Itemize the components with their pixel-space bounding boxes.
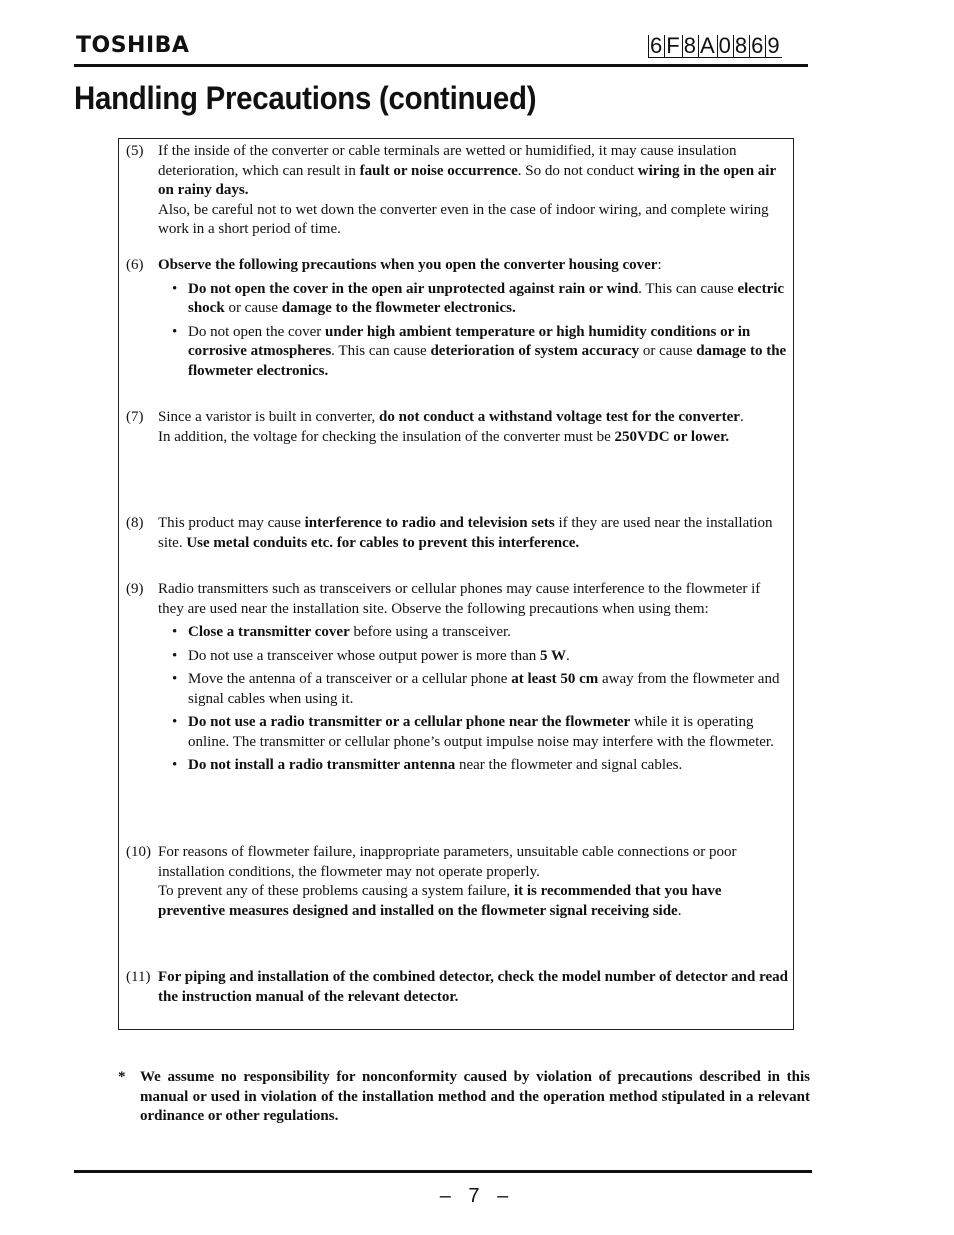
bullet-item (158, 756, 788, 776)
body-text: . (739, 409, 744, 425)
emphasis-text: 5 W (540, 647, 566, 664)
emphasis-text: damage to the flowmeter electronics. (281, 300, 516, 316)
emphasis-text: at least 50 cm (511, 671, 599, 687)
item-body (158, 580, 788, 776)
emphasis-text: under high ambient temperature or high humidity conditions or in corrosive atmospheres (188, 323, 751, 359)
disclaimer-note (118, 1068, 810, 1127)
item-body (158, 408, 788, 447)
item-paragraph (158, 514, 788, 553)
doc-number-char: A (699, 33, 716, 58)
bullet-item (158, 713, 788, 752)
body-text: Radio transmitters such as transceivers or cellular phones may cause interference to the flowmeter if they are used near the installation site. Observe the following precautions when using them: (158, 581, 761, 617)
body-text: Since a varistor is built in converter, (158, 409, 380, 425)
item-paragraph (158, 256, 788, 276)
emphasis-text: do not conduct a withstand voltage test for the converter (379, 409, 740, 425)
body-text: Move the antenna of a transceiver or a cellular phone (188, 671, 512, 687)
emphasis-text: Do not open the cover in the open air unprotected against rain or wind (188, 280, 639, 297)
item-body (158, 514, 788, 553)
emphasis-text: Close a transmitter cover (188, 624, 350, 640)
item-paragraph (158, 408, 788, 428)
body-text: In addition, the voltage for checking the insulation of the converter must be (158, 428, 615, 445)
body-text: while it is operating online. The transmitter or cellular phone’s output impulse noise may interfere with the flowmeter. (188, 714, 774, 750)
doc-number-char: 9 (767, 33, 781, 58)
body-text: away from the flowmeter and signal cables when using it. (188, 671, 780, 707)
item-number: (9) (126, 581, 144, 597)
body-text: : (657, 257, 662, 273)
bullet-icon: • (172, 671, 178, 687)
item-number: (6) (126, 257, 144, 273)
body-text: Do not use a transceiver whose output power is more than (188, 647, 540, 664)
bullet-icon: • (172, 714, 178, 730)
body-text: To prevent any of these problems causing a system failure, (158, 883, 514, 899)
emphasis-text: 250VDC or lower. (614, 428, 730, 445)
bullet-icon: • (172, 624, 178, 640)
doc-number-char: F (666, 33, 681, 58)
doc-number-char: 8 (734, 33, 749, 58)
item-paragraph (158, 428, 788, 448)
body-text: Also, be careful not to wet down the converter even in the case of indoor wiring, and complete wiring work in a short period of time. (158, 201, 769, 237)
body-text: This product may cause (158, 515, 305, 531)
bullet-icon: • (172, 280, 178, 297)
bullet-item (158, 280, 788, 319)
body-text: . So do not conduct (517, 162, 638, 179)
emphasis-text: wiring in the open air on rainy days. (158, 162, 776, 198)
item-body (158, 843, 788, 921)
page-number: – 7 – (439, 1185, 515, 1207)
item-paragraph (158, 968, 788, 1007)
body-text: or cause (224, 300, 282, 316)
bullet-item (158, 670, 788, 709)
body-text: before using a transceiver. (349, 624, 511, 640)
item-number: (5) (126, 143, 144, 159)
emphasis-text: damage to the flowmeter electronics. (188, 343, 787, 379)
bullet-icon: • (172, 757, 178, 773)
doc-number-char: 8 (683, 33, 697, 58)
body-text: Do not open the cover (188, 323, 326, 340)
bullet-icon: • (172, 647, 178, 664)
item-number: (7) (126, 409, 144, 425)
emphasis-text: Do not install a radio transmitter antenna (188, 757, 456, 773)
footer-rule (74, 1170, 812, 1173)
emphasis-text: Do not use a radio transmitter or a cellular phone near the flowmeter (188, 714, 631, 730)
page-title: Handling Precautions (continued) (74, 80, 537, 116)
bullet-item (158, 623, 788, 643)
bullet-item (158, 323, 788, 382)
body-text: if they are used near the installation site. (158, 515, 773, 551)
doc-number-char: 0 (718, 33, 732, 58)
item-number: (8) (126, 515, 144, 531)
doc-number-char: 6 (751, 33, 765, 58)
body-text: . (677, 902, 682, 919)
doc-number-char: 6 (650, 33, 664, 58)
bullet-item (158, 647, 788, 667)
body-text: near the flowmeter and signal cables. (455, 757, 683, 773)
document-number (648, 33, 810, 59)
emphasis-text: fault or noise occurrence (359, 162, 518, 179)
header-rule (74, 64, 808, 67)
item-paragraph (158, 142, 788, 201)
disclaimer-text: We assume no responsibility for nonconformity caused by violation of precautions described in this manual or used in violation of the installation method and the operation method stipulated in a relevant ordinance or other regulations. (140, 1069, 810, 1124)
body-text: . (565, 647, 570, 664)
item-paragraph (158, 882, 788, 921)
item-body (158, 968, 788, 1007)
emphasis-text: it is recommended that you have preventive measures designed and installed on the flowmeter signal receiving side (158, 883, 722, 919)
item-number: (11) (126, 969, 151, 985)
bullet-icon: • (172, 323, 178, 340)
item-paragraph (158, 201, 788, 240)
body-text: For reasons of flowmeter failure, inappropriate parameters, unsuitable cable connections or poor installation conditions, the flowmeter may not operate properly. (158, 844, 737, 880)
body-text: or cause (639, 343, 697, 359)
body-text: . This can cause (331, 343, 431, 359)
emphasis-text: deterioration of system accuracy (430, 343, 640, 359)
emphasis-text: Use metal conduits etc. for cables to prevent this interference. (186, 534, 580, 551)
emphasis-text: Observe the following precautions when you open the converter housing cover (158, 257, 658, 273)
item-body (158, 256, 788, 381)
item-number: (10) (126, 844, 151, 860)
toshiba-logo: TOSHIBA (76, 33, 190, 58)
body-text: If the inside of the converter or cable terminals are wetted or humidified, it may cause insulation deterioration, which can result in (158, 143, 737, 179)
asterisk-icon: * (118, 1069, 126, 1085)
emphasis-text: interference to radio and television sets (304, 515, 555, 531)
item-paragraph (158, 843, 788, 882)
body-text: . This can cause (638, 280, 738, 297)
item-body (158, 142, 788, 240)
emphasis-text: For piping and installation of the combined detector, check the model number of detector and read the instruction manual of the relevant detector. (158, 969, 788, 1005)
emphasis-text: electric shock (188, 280, 785, 316)
item-paragraph (158, 580, 788, 619)
